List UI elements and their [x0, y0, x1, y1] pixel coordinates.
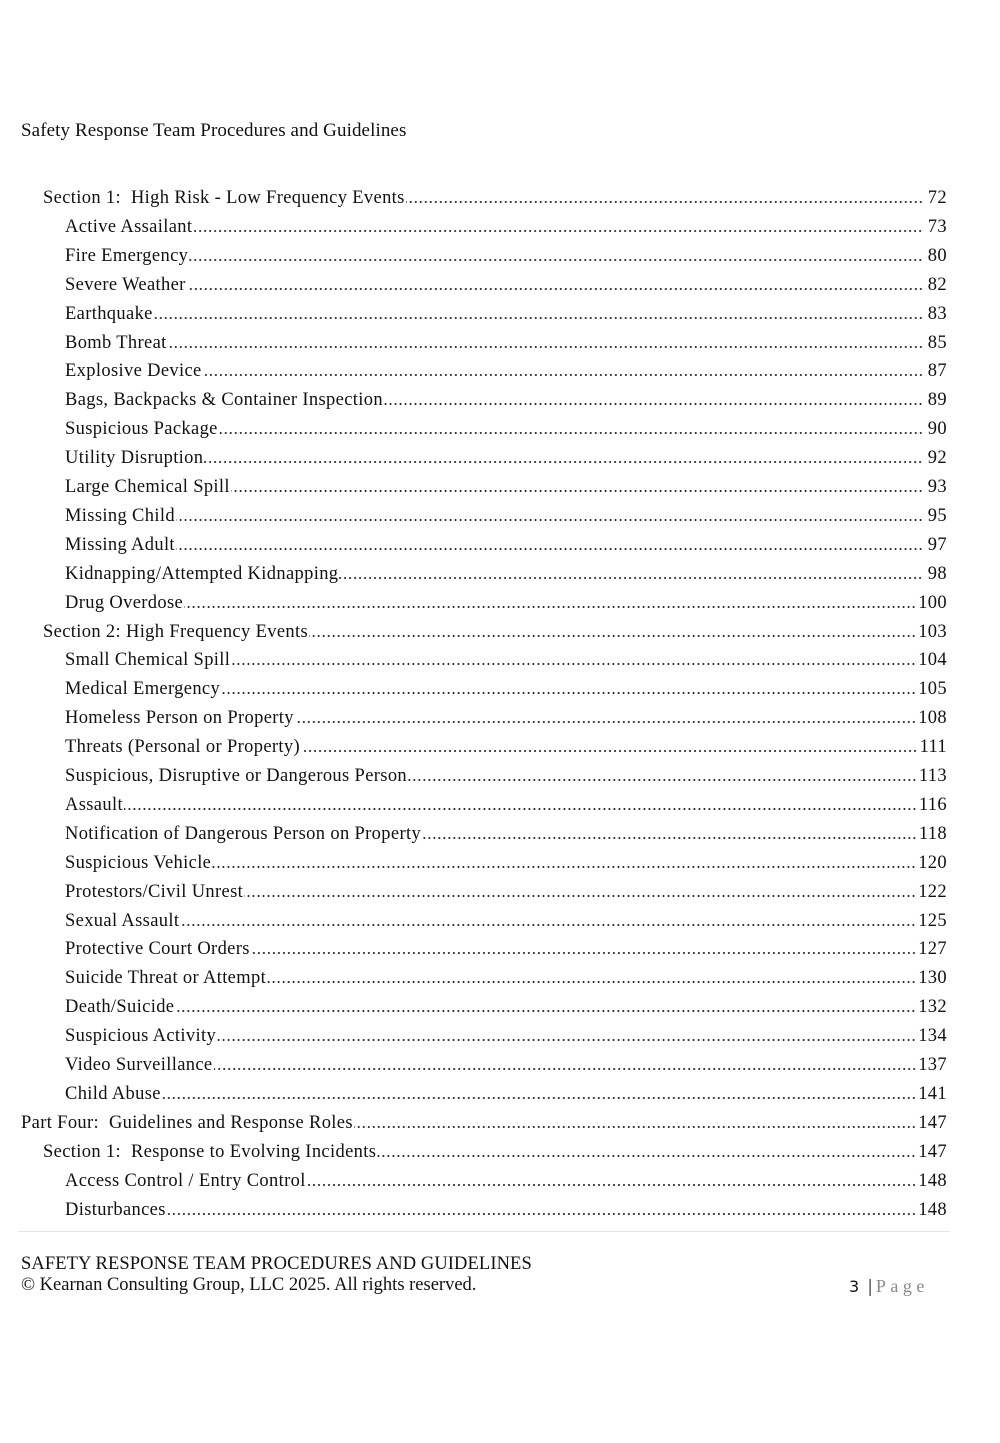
dot-leader [193, 214, 923, 232]
toc-entry-page-number: 100 [918, 592, 947, 613]
toc-entry-page-number: 72 [927, 188, 947, 208]
toc-entry-page-number: 120 [918, 852, 947, 873]
toc-entry[interactable] [65, 502, 947, 531]
toc-entry-label: Access Control / Entry Control [65, 1170, 306, 1191]
dot-leader [217, 1023, 916, 1041]
toc-entry-label: Protestors/Civil Unrest [65, 881, 244, 902]
dot-leader [175, 994, 916, 1012]
toc-entry-page-number: 92 [927, 448, 947, 469]
toc-entry-page-number: 127 [918, 939, 947, 960]
toc-entry-label: Bomb Threat [65, 332, 167, 353]
toc-entry[interactable] [65, 733, 947, 762]
toc-entry-label: Explosive Device [65, 361, 202, 382]
toc-entry-page-number: 80 [927, 245, 947, 266]
toc-entry-label: Suspicious Vehicle [65, 852, 212, 873]
toc-entry[interactable] [65, 473, 947, 502]
toc-entry-label: Suspicious, Disruptive or Dangerous Person [65, 766, 408, 786]
toc-entry[interactable] [65, 791, 947, 820]
toc-entry[interactable] [65, 271, 947, 300]
toc-entry[interactable] [65, 213, 947, 242]
toc-entry-label: Bags, Backpacks & Container Inspection [65, 390, 383, 411]
toc-entry[interactable] [65, 531, 947, 560]
toc-entry[interactable] [65, 300, 947, 329]
toc-entry[interactable] [65, 993, 947, 1022]
dot-leader [219, 416, 923, 434]
toc-entry-page-number: 87 [927, 361, 947, 382]
dot-leader [124, 792, 917, 810]
toc-entry-page-number: 118 [918, 823, 947, 844]
dot-leader [307, 1168, 916, 1186]
toc-entry-page-number: 147 [918, 1141, 947, 1162]
toc-entry-page-number: 83 [927, 303, 947, 324]
toc-entry[interactable] [65, 357, 947, 386]
toc-entry-label: Missing Child [65, 505, 175, 526]
toc-entry[interactable] [65, 762, 947, 791]
toc-entry[interactable] [65, 415, 947, 444]
toc-entry[interactable] [65, 444, 947, 473]
dot-leader [267, 965, 916, 983]
footer-copyright: © Kearnan Consulting Group, LLC 2025. All rights reserved. [21, 1275, 477, 1295]
dot-leader [180, 908, 916, 926]
toc-entry[interactable] [65, 560, 947, 589]
dot-leader [384, 387, 923, 405]
toc-entry-page-number: 134 [918, 1026, 947, 1047]
toc-entry-label: Fire Emergency [65, 245, 189, 266]
toc-entry-label: Suspicious Package [65, 419, 218, 440]
toc-entry-label: Death/Suicide [65, 997, 175, 1018]
toc-section-entry[interactable] [43, 618, 947, 647]
toc-entry[interactable] [65, 646, 947, 675]
page-separator: | [867, 1277, 873, 1297]
toc-entry[interactable] [65, 1167, 947, 1196]
toc-entry-page-number: 82 [927, 274, 947, 295]
toc-entry[interactable] [65, 1196, 947, 1225]
toc-entry[interactable] [65, 964, 947, 993]
page-indicator [849, 1276, 929, 1297]
toc-entry-label: Large Chemical Spill [65, 477, 230, 497]
dot-leader [339, 561, 923, 579]
toc-entry-label: Small Chemical Spill [65, 650, 231, 671]
toc-entry-page-number: 93 [927, 477, 947, 497]
toc-entry-label: Active Assailant [65, 216, 193, 237]
dot-leader [176, 532, 923, 550]
toc-entry-label: Section 1: Response to Evolving Incidents [43, 1141, 377, 1162]
dot-leader [167, 1197, 916, 1215]
toc-entry-label: Child Abuse [65, 1083, 161, 1104]
toc-entry-label: Medical Emergency [65, 679, 221, 700]
dot-leader [295, 705, 916, 723]
dot-leader [203, 358, 923, 376]
toc-entry[interactable] [65, 704, 947, 733]
dot-leader [189, 243, 923, 261]
dot-leader [204, 445, 923, 463]
toc-entry[interactable] [65, 242, 947, 271]
toc-entry-page-number: 98 [927, 563, 947, 584]
toc-entry-page-number: 130 [918, 968, 947, 989]
document-header-title: Safety Response Team Procedures and Guidelines [21, 120, 407, 141]
toc-entry[interactable] [65, 935, 947, 964]
toc-entry-label: Earthquake [65, 303, 153, 324]
toc-entry-label: Section 2: High Frequency Events [43, 621, 309, 642]
toc-entry-label: Severe Weather [65, 274, 186, 295]
toc-entry-page-number: 132 [918, 997, 947, 1018]
toc-entry-label: Kidnapping/Attempted Kidnapping [65, 563, 339, 584]
toc-section-entry[interactable] [43, 184, 947, 213]
toc-entry[interactable] [65, 1022, 947, 1051]
dot-leader [162, 1081, 916, 1099]
toc-entry[interactable] [65, 386, 947, 415]
dot-leader [176, 503, 923, 521]
toc-entry-label: Video Surveillance [65, 1055, 213, 1075]
toc-entry[interactable] [65, 1080, 947, 1109]
toc-entry-page-number: 97 [927, 534, 947, 555]
footer-divider [18, 1231, 950, 1232]
toc-entry-page-number: 104 [918, 650, 947, 671]
toc-entry-page-number: 105 [918, 679, 947, 700]
toc-entry-page-number: 90 [927, 419, 947, 440]
dot-leader [244, 879, 916, 897]
toc-entry[interactable] [65, 907, 947, 936]
toc-entry-label: Assault [65, 794, 123, 815]
toc-entry-page-number: 116 [918, 794, 947, 815]
dot-leader [212, 850, 916, 868]
toc-entry-label: Utility Disruption [65, 448, 204, 469]
toc-entry[interactable] [65, 675, 947, 704]
toc-entry-label: Notification of Dangerous Person on Property [65, 823, 422, 844]
footer-document-title: SAFETY RESPONSE TEAM PROCEDURES AND GUIDELINES [21, 1254, 532, 1274]
toc-entry-page-number: 95 [927, 505, 947, 526]
toc-entry-label: Protective Court Orders [65, 939, 250, 960]
toc-entry-page-number: 141 [918, 1083, 947, 1104]
dot-leader [309, 619, 916, 637]
dot-leader [354, 1110, 916, 1128]
toc-entry-page-number: 125 [918, 910, 947, 931]
dot-leader [406, 185, 923, 203]
dot-leader [231, 647, 916, 665]
toc-entry[interactable] [65, 329, 947, 358]
dot-leader [301, 734, 918, 752]
dot-leader [221, 676, 916, 694]
dot-leader [168, 330, 923, 348]
dot-leader [214, 1052, 917, 1070]
toc-entry-page-number: 113 [918, 766, 947, 786]
toc-entry-page-number: 147 [918, 1112, 947, 1133]
toc-entry-label: Section 1: High Risk - Low Frequency Events [43, 188, 405, 208]
toc-entry[interactable] [65, 589, 947, 618]
toc-entry-label: Homeless Person on Property [65, 708, 294, 729]
toc-entry-page-number: 103 [918, 621, 947, 642]
dot-leader [154, 301, 923, 319]
toc-entry[interactable] [65, 820, 947, 849]
toc-part-entry[interactable] [21, 1109, 947, 1138]
toc-entry-page-number: 122 [918, 881, 947, 902]
toc-entry-label: Missing Adult [65, 534, 175, 555]
dot-leader [408, 763, 917, 781]
dot-leader [422, 821, 917, 839]
dot-leader [231, 474, 923, 492]
toc-entry-page-number: 148 [918, 1170, 947, 1191]
page-number: 3 [849, 1277, 860, 1296]
toc-entry-label: Sexual Assault [65, 910, 180, 931]
toc-entry-label: Suicide Threat or Attempt [65, 968, 267, 989]
dot-leader [187, 272, 923, 290]
dot-leader [184, 590, 916, 608]
dot-leader [377, 1139, 916, 1157]
toc-section-entry[interactable] [43, 1138, 947, 1167]
toc-entry[interactable] [65, 849, 947, 878]
toc-entry-page-number: 108 [918, 708, 947, 729]
toc-entry-page-number: 89 [927, 390, 947, 411]
toc-entry-page-number: 111 [919, 737, 947, 758]
toc-entry[interactable] [65, 878, 947, 907]
page-label: Page [875, 1276, 929, 1296]
toc-entry-label: Suspicious Activity [65, 1026, 217, 1047]
dot-leader [251, 936, 916, 954]
toc-entry-page-number: 85 [927, 332, 947, 353]
toc-entry[interactable] [65, 1051, 947, 1080]
toc-entry-page-number: 137 [918, 1055, 947, 1075]
toc-entry-label: Threats (Personal or Property) [65, 737, 301, 758]
toc-entry-page-number: 148 [918, 1199, 947, 1220]
toc-entry-label: Drug Overdose [65, 592, 184, 613]
toc-entry-label: Part Four: Guidelines and Response Roles [21, 1112, 353, 1133]
toc-entry-label: Disturbances [65, 1199, 166, 1220]
toc-entry-page-number: 73 [927, 216, 947, 237]
